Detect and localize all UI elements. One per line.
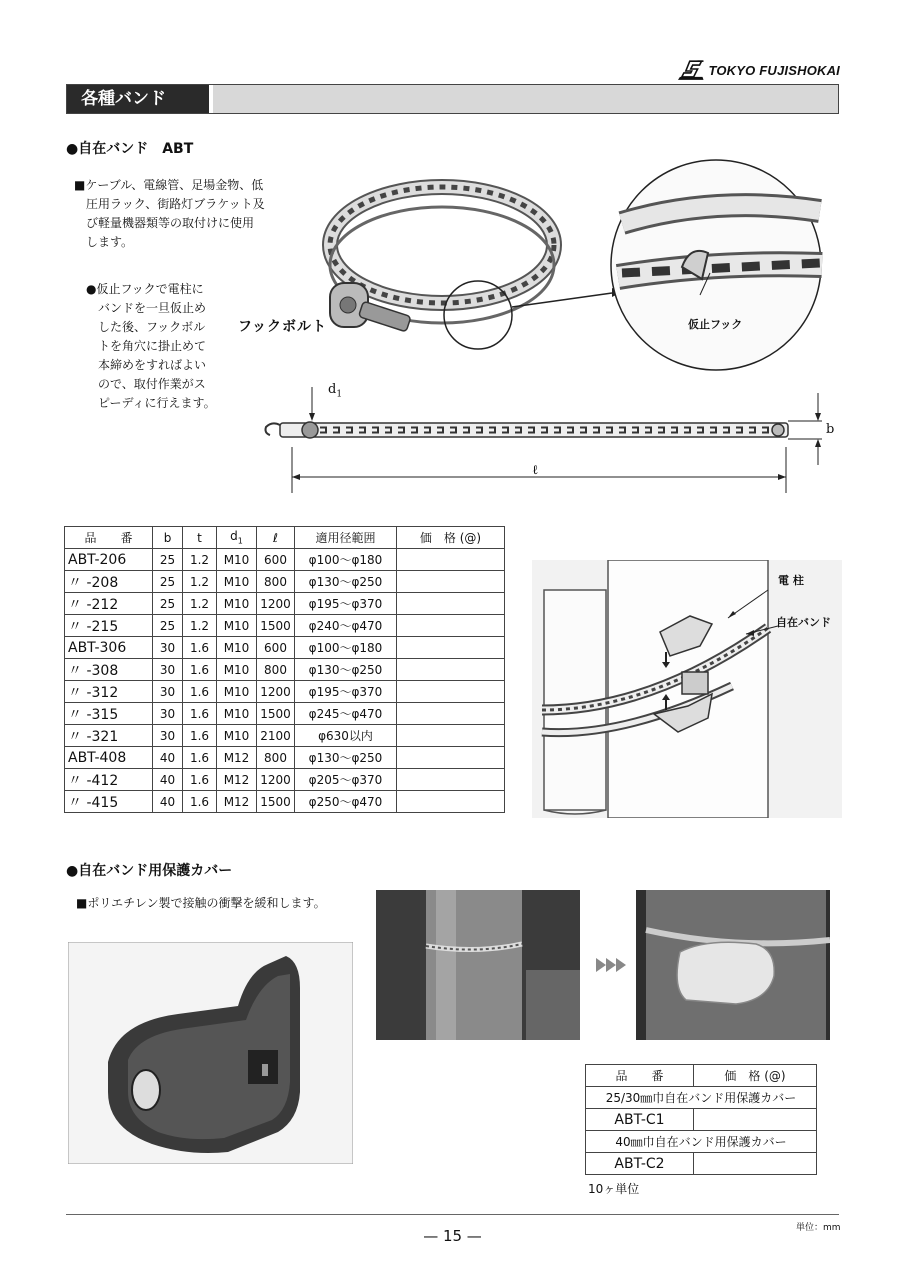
table-row xyxy=(65,791,505,813)
cell-b: 30 xyxy=(153,725,183,747)
cell-l: 1500 xyxy=(257,615,295,637)
cell-model: 〃 -208 xyxy=(65,571,153,593)
section-divider xyxy=(209,85,213,113)
col-d1-subscript: 1 xyxy=(237,536,243,546)
pole-label: 電 柱 xyxy=(778,574,804,587)
cell-price xyxy=(397,681,505,703)
cell-t: 1.2 xyxy=(183,549,217,571)
col-range: 適用径範囲 xyxy=(295,527,397,549)
cell-price xyxy=(397,637,505,659)
company-logo xyxy=(676,58,840,82)
table-row xyxy=(65,615,505,637)
pole-install-illustration xyxy=(532,560,842,818)
cell-range: φ100～φ180 xyxy=(295,637,397,659)
cell-b: 30 xyxy=(153,703,183,725)
cell-model: 〃 -415 xyxy=(65,791,153,813)
cover-heading: ●自在バンド用保護カバー xyxy=(66,863,233,879)
note-line: バンドを一旦仮止め xyxy=(98,301,207,315)
abt-spec-body xyxy=(65,549,505,813)
cell-b: 25 xyxy=(153,571,183,593)
cell-d1: M10 xyxy=(217,615,257,637)
table-row xyxy=(65,747,505,769)
table-row xyxy=(65,571,505,593)
cell-b: 30 xyxy=(153,659,183,681)
desc-line: します。 xyxy=(86,235,134,249)
desc-line: 圧用ラック、街路灯ブラケット及 xyxy=(86,197,265,211)
cell-d1: M10 xyxy=(217,637,257,659)
abt-note xyxy=(86,280,236,413)
cell-l: 800 xyxy=(257,747,295,769)
cell-range: φ205～φ370 xyxy=(295,769,397,791)
cover-price-table xyxy=(585,1064,817,1175)
cell-t: 1.6 xyxy=(183,725,217,747)
unit-quantity-note: 10ヶ単位 xyxy=(588,1182,640,1196)
dim-d1-text: d xyxy=(328,382,337,397)
cell-d1: M10 xyxy=(217,725,257,747)
cell-range: φ630以内 xyxy=(295,725,397,747)
cell-price xyxy=(397,593,505,615)
cell-range: φ250～φ470 xyxy=(295,791,397,813)
cell-price xyxy=(397,703,505,725)
cover-description: ■ポリエチレン製で接触の衝撃を緩和します。 xyxy=(76,896,326,910)
cell-b: 40 xyxy=(153,769,183,791)
cell-model: 〃 -315 xyxy=(65,703,153,725)
cell-d1: M10 xyxy=(217,593,257,615)
note-line: ので、取付作業がス xyxy=(98,377,206,391)
note-line: トを角穴に掛止めて xyxy=(98,339,207,353)
section-header-bar xyxy=(66,84,839,114)
cell-model: 〃 -312 xyxy=(65,681,153,703)
cell-price xyxy=(397,549,505,571)
cell-model: ABT-408 xyxy=(65,747,153,769)
table-row xyxy=(586,1087,817,1109)
abt-spec-table xyxy=(64,526,505,813)
abt-heading: ●自在バンド ABT xyxy=(66,141,194,157)
cover-price xyxy=(694,1109,817,1131)
cell-range: φ195～φ370 xyxy=(295,681,397,703)
cell-range: φ130～φ250 xyxy=(295,659,397,681)
temp-hook-label: 仮止フック xyxy=(688,318,743,331)
cell-model: 〃 -321 xyxy=(65,725,153,747)
cell-price xyxy=(397,615,505,637)
cover-group-title: 40㎜巾自在バンド用保護カバー xyxy=(586,1131,817,1153)
table-header-row xyxy=(586,1065,817,1087)
cell-t: 1.2 xyxy=(183,615,217,637)
col-d1-text: d xyxy=(230,529,238,544)
cell-range: φ195～φ370 xyxy=(295,593,397,615)
col-t: t xyxy=(183,527,217,549)
dim-d1-subscript: 1 xyxy=(336,389,343,400)
note-line: 本締めをすればよい xyxy=(98,358,207,372)
cell-price xyxy=(397,571,505,593)
cell-b: 25 xyxy=(153,615,183,637)
cover-product-photo xyxy=(68,942,353,1164)
table-row xyxy=(65,549,505,571)
cell-model: 〃 -215 xyxy=(65,615,153,637)
table-header-row xyxy=(65,527,505,549)
col-model: 品 番 xyxy=(65,527,153,549)
cell-l: 1500 xyxy=(257,791,295,813)
table-row xyxy=(65,637,505,659)
col-price: 価 格 (@) xyxy=(694,1065,817,1087)
cell-price xyxy=(397,659,505,681)
cell-l: 800 xyxy=(257,659,295,681)
cell-price xyxy=(397,747,505,769)
cover-model: ABT-C2 xyxy=(586,1153,694,1175)
cell-l: 1500 xyxy=(257,703,295,725)
table-row xyxy=(65,593,505,615)
table-row xyxy=(586,1131,817,1153)
cell-b: 25 xyxy=(153,549,183,571)
cell-l: 600 xyxy=(257,637,295,659)
table-row xyxy=(65,659,505,681)
note-line: ●仮止フックで電柱に xyxy=(86,282,204,296)
cell-range: φ100～φ180 xyxy=(295,549,397,571)
band-label: 自在バンド xyxy=(776,616,831,629)
cell-l: 800 xyxy=(257,571,295,593)
cell-price xyxy=(397,769,505,791)
dim-d1-label xyxy=(328,382,342,400)
cell-model: ABT-206 xyxy=(65,549,153,571)
cell-d1: M12 xyxy=(217,747,257,769)
dim-b-label: b xyxy=(826,422,835,437)
cover-group-title: 25/30㎜巾自在バンド用保護カバー xyxy=(586,1087,817,1109)
company-name: TOKYO FUJISHOKAI xyxy=(708,62,840,78)
cell-b: 40 xyxy=(153,747,183,769)
cell-d1: M10 xyxy=(217,549,257,571)
cell-price xyxy=(397,725,505,747)
desc-line: ■ケーブル、電線管、足場金物、低 xyxy=(74,178,264,192)
cell-l: 2100 xyxy=(257,725,295,747)
col-l: ℓ xyxy=(257,527,295,549)
cell-model: ABT-306 xyxy=(65,637,153,659)
cell-b: 40 xyxy=(153,791,183,813)
unit-note: 単位：mm xyxy=(796,1223,841,1233)
cell-t: 1.6 xyxy=(183,681,217,703)
note-line: ピーディに行えます。 xyxy=(98,396,216,410)
cover-model: ABT-C1 xyxy=(586,1109,694,1131)
cell-t: 1.6 xyxy=(183,637,217,659)
cell-range: φ130～φ250 xyxy=(295,747,397,769)
footer-divider xyxy=(66,1214,839,1215)
note-line: した後、フックボル xyxy=(98,320,206,334)
cell-l: 600 xyxy=(257,549,295,571)
page-number: — 15 — xyxy=(423,1227,482,1245)
table-row xyxy=(65,769,505,791)
table-row xyxy=(65,681,505,703)
cell-d1: M10 xyxy=(217,681,257,703)
section-title: 各種バンド xyxy=(67,85,209,113)
col-model: 品 番 xyxy=(586,1065,694,1087)
cell-b: 30 xyxy=(153,681,183,703)
cell-model: 〃 -212 xyxy=(65,593,153,615)
cell-t: 1.6 xyxy=(183,659,217,681)
cell-b: 30 xyxy=(153,637,183,659)
table-row xyxy=(65,703,505,725)
cell-t: 1.2 xyxy=(183,571,217,593)
cell-model: 〃 -308 xyxy=(65,659,153,681)
table-row xyxy=(65,725,505,747)
cell-l: 1200 xyxy=(257,593,295,615)
cell-t: 1.6 xyxy=(183,747,217,769)
cell-t: 1.2 xyxy=(183,593,217,615)
col-b: b xyxy=(153,527,183,549)
cover-price xyxy=(694,1153,817,1175)
cell-d1: M12 xyxy=(217,769,257,791)
desc-line: び軽量機器類等の取付けに使用 xyxy=(86,216,255,230)
cell-d1: M10 xyxy=(217,659,257,681)
cell-l: 1200 xyxy=(257,769,295,791)
cell-d1: M10 xyxy=(217,703,257,725)
cell-l: 1200 xyxy=(257,681,295,703)
col-d1 xyxy=(217,527,257,549)
cell-t: 1.6 xyxy=(183,791,217,813)
cell-t: 1.6 xyxy=(183,703,217,725)
col-price: 価 格 (@) xyxy=(397,527,505,549)
cell-range: φ130～φ250 xyxy=(295,571,397,593)
cell-model: 〃 -412 xyxy=(65,769,153,791)
fujishokai-logo-icon xyxy=(676,59,705,81)
cell-price xyxy=(397,791,505,813)
cell-d1: M10 xyxy=(217,571,257,593)
cell-range: φ240～φ470 xyxy=(295,615,397,637)
hook-bolt-label: フックボルト xyxy=(238,319,328,335)
cell-t: 1.6 xyxy=(183,769,217,791)
cell-range: φ245～φ470 xyxy=(295,703,397,725)
cell-b: 25 xyxy=(153,593,183,615)
table-row xyxy=(586,1153,817,1175)
cell-d1: M12 xyxy=(217,791,257,813)
dim-l-label: ℓ xyxy=(532,463,539,478)
table-row xyxy=(586,1109,817,1131)
cover-installed-photos xyxy=(376,890,830,1040)
